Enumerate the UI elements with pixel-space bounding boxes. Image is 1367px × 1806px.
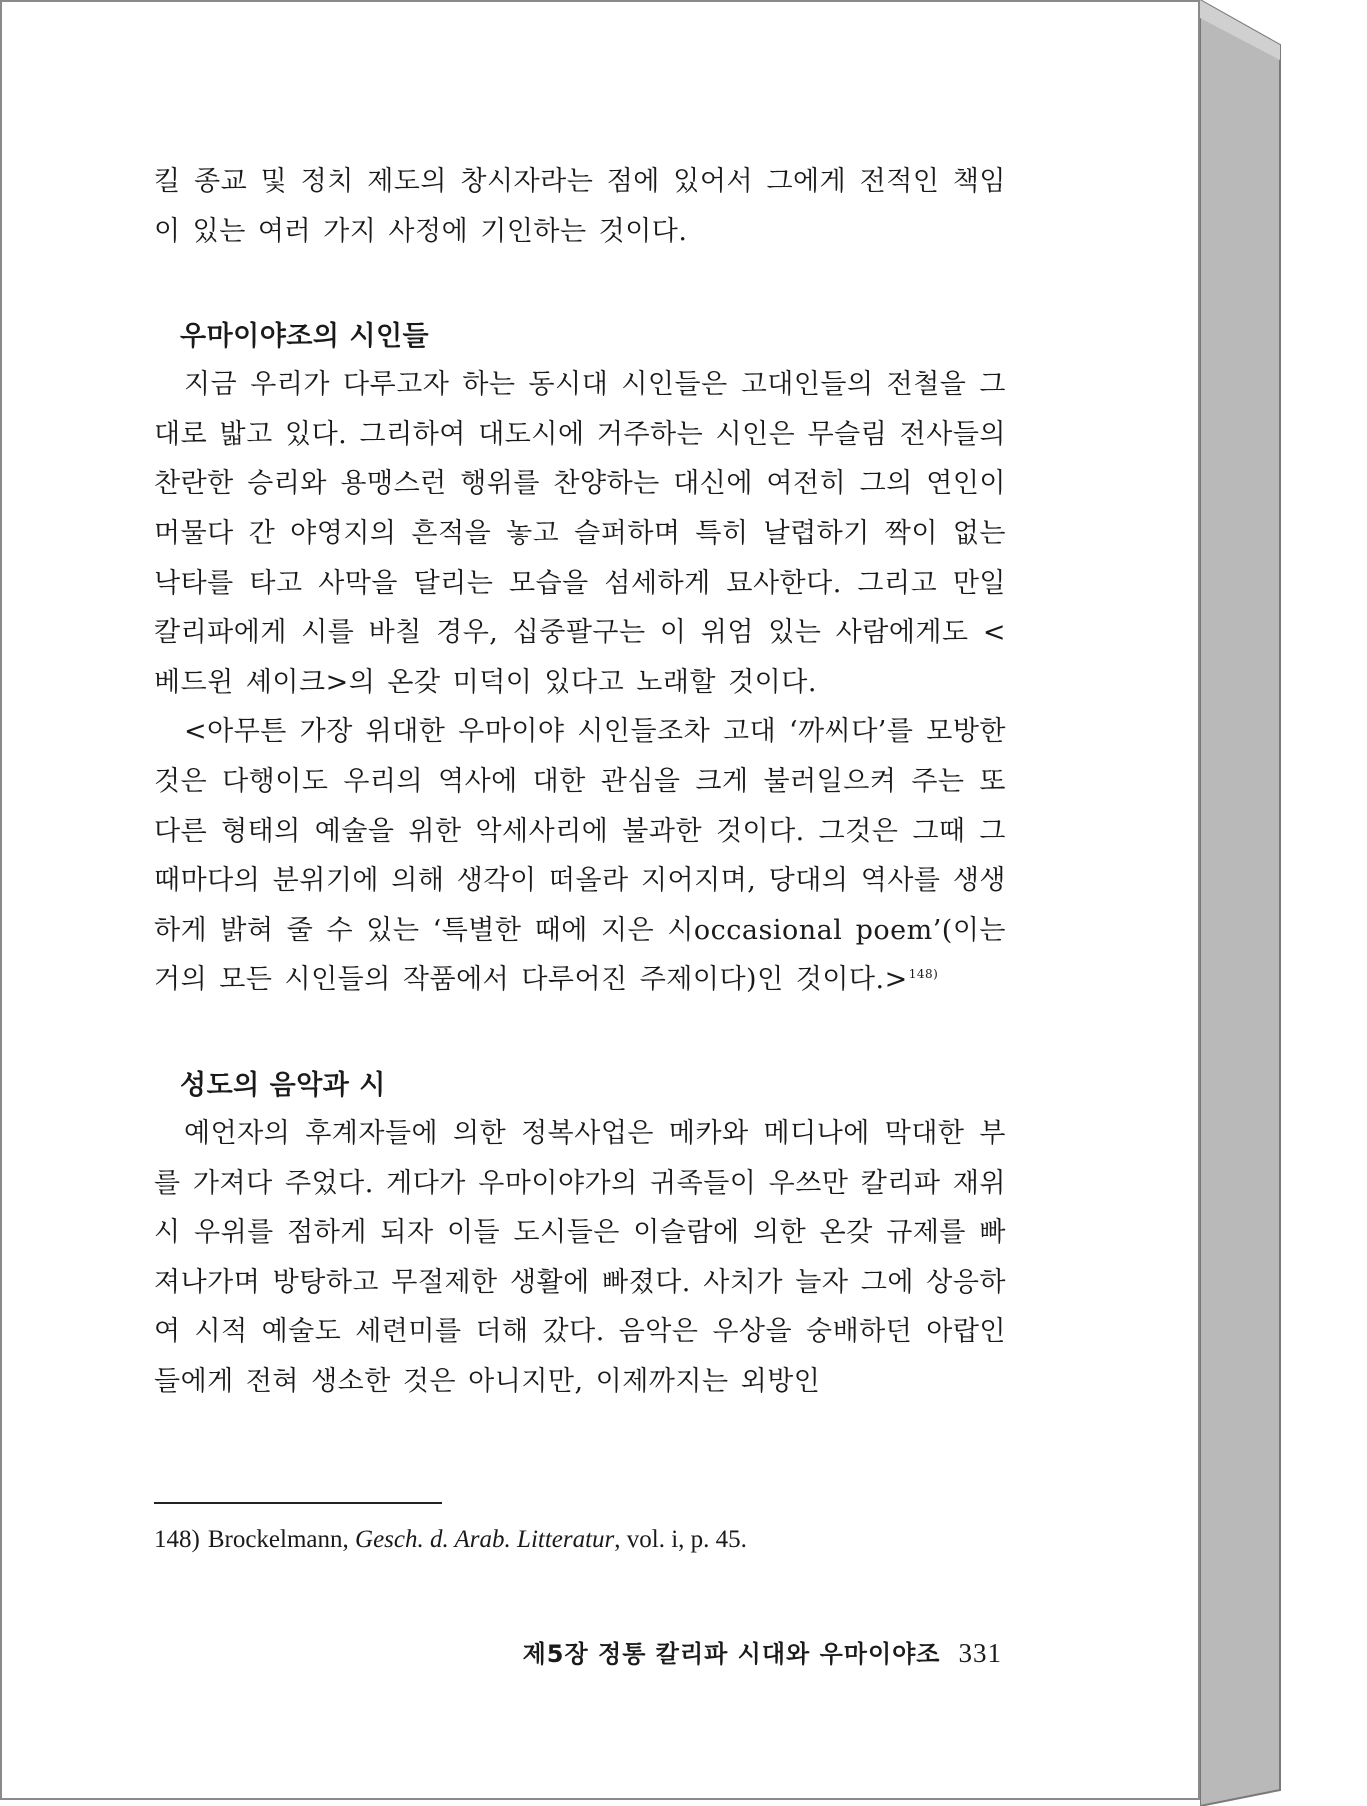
footnote — [154, 1520, 1006, 1560]
footnote-reference[interactable]: 148) — [908, 967, 939, 982]
section1-paragraph1: 지금 우리가 다루고자 하는 동시대 시인들은 고대인들의 전철을 그대로 밟고 있다. 그리하여 대도시에 거주하는 시인은 무슬림 전사들의 찬란한 승리와 용맹스런 행위를 찬양하는 대신에 여전히 그의 연인이 머물다 간 야영지의 흔적을 놓고 슬퍼하며 특히 날렵하기 짝이 없는 낙타를 타고 사막을 달리는 모습을 섬세하게 묘사한다. 그리고 만일 칼리파에게 시를 바칠 경우, 십중팔구는 이 위엄 있는 사람에게도 <베드윈 셰이크>의 온갖 미덕이 있다고 노래할 것이다. — [154, 369, 1006, 698]
page-body — [154, 157, 1006, 1406]
footnote-divider — [154, 1502, 442, 1504]
running-footer — [523, 1634, 1002, 1669]
book-page-edge — [1200, 0, 1292, 1806]
section1-paragraph2 — [154, 707, 1006, 1005]
book-spine-shading — [1200, 0, 1292, 1806]
section1-paragraph2-text: <아무튼 가장 위대한 우마이야 시인들조차 고대 ‘까씨다’를 모방한 것은 다행이도 우리의 역사에 대한 관심을 크게 불러일으켜 주는 또 다른 형태의 예술을 위한 악세사리에 불과한 것이다. 그것은 그때 그때마다의 분위기에 의해 생각이 떠올라 지어지며, 당대의 역사를 생생하게 밝혀 줄 수 있는 ‘특별한 때에 지은 시occasional poem’(이는 거의 모든 시인들의 작품에서 다루어진 주제이다)인 것이다.> — [154, 716, 1006, 996]
intro-paragraph: 킬 종교 및 정치 제도의 창시자라는 점에 있어서 그에게 전적인 책임이 있는 여러 가지 사정에 기인하는 것이다. — [154, 166, 1006, 247]
running-title: 제5장 정통 칼리파 시대와 우마이야조 — [522, 1640, 941, 1668]
section-gap — [154, 256, 1006, 314]
section-heading-poets: 우마이야조의 시인들 — [180, 321, 430, 353]
footnote-number: 148) — [154, 1526, 200, 1553]
page-number: 331 — [958, 1638, 1002, 1668]
section2-paragraph1: 예언자의 후계자들에 의한 정복사업은 메카와 메디나에 막대한 부를 가져다 주었다. 게다가 우마이야가의 귀족들이 우쓰만 칼리파 재위시 우위를 점하게 되자 이들 도시들은 이슬람에 의한 온갖 규제를 빠져나가며 방탕하고 무절제한 생활에 빠졌다. 사치가 늘자 그에 상응하여 시적 예술도 세련미를 더해 갔다. 음악은 우상을 숭배하던 아랍인들에게 전혀 생소한 것은 아니지만, 이제까지는 외방인 — [154, 1117, 1006, 1397]
footnote-author: Brockelmann, — [207, 1526, 349, 1553]
section-heading-music: 성도의 음악과 시 — [180, 1069, 386, 1101]
footnote-title: Gesch. d. Arab. Litteratur — [355, 1526, 615, 1553]
section-gap — [154, 1005, 1006, 1063]
footnote-details: , vol. i, p. 45. — [614, 1526, 747, 1553]
